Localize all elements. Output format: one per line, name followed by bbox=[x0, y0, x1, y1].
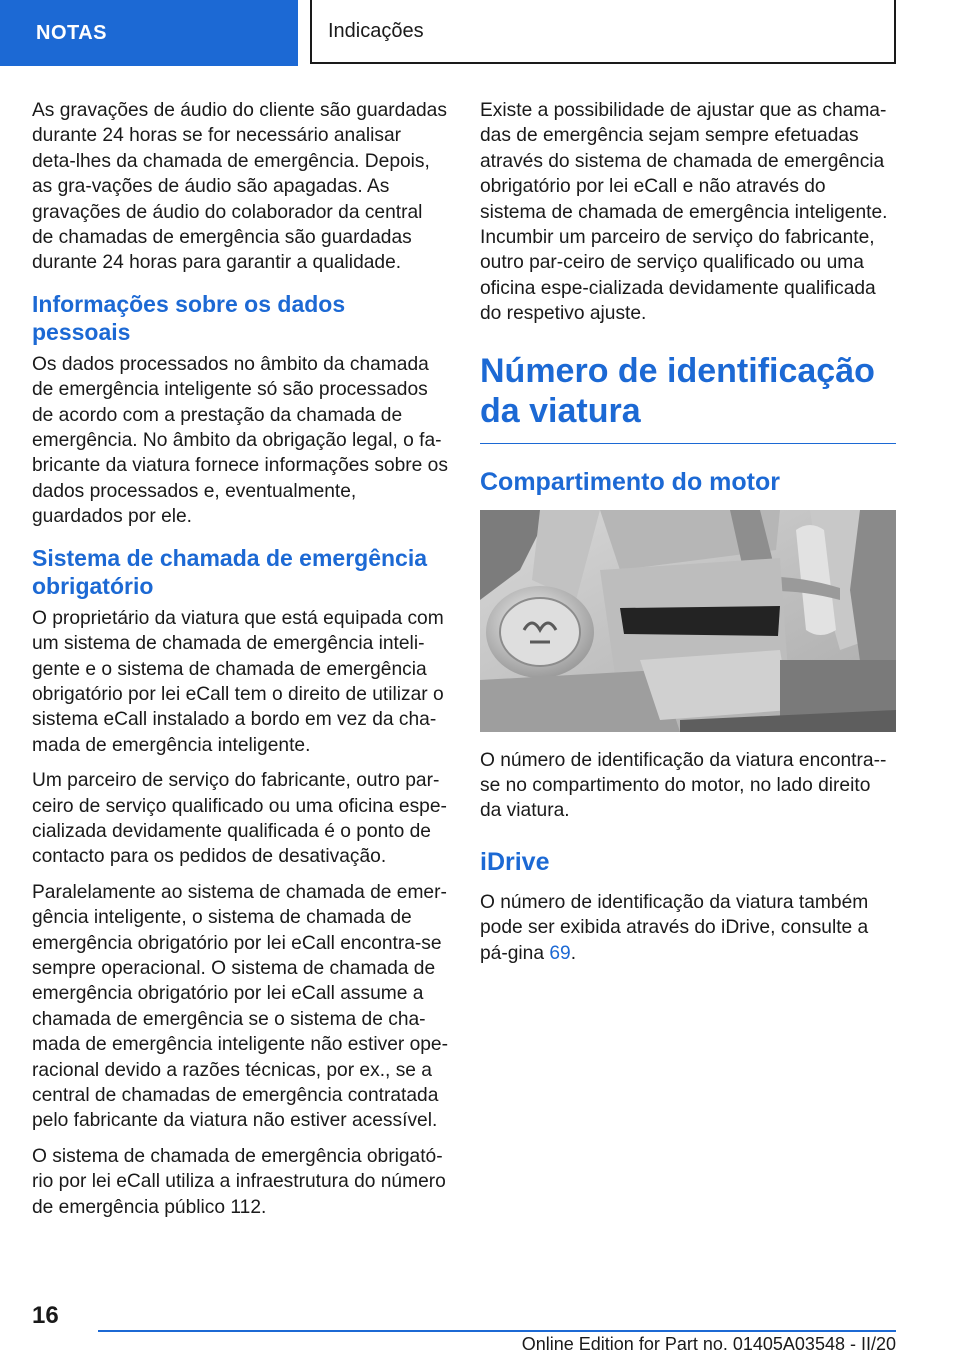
subsection-label: Indicações bbox=[328, 19, 424, 42]
idrive-text: O número de identificação da viatura também pode ser exibida através do iDrive, consulte a pá-gina bbox=[480, 891, 869, 964]
paragraph-infrastructure: O sistema de chamada de emergência obrigató-rio por lei eCall utiliza a infraestrutura do número de emergência público 112. bbox=[32, 1145, 446, 1218]
paragraph-personal-data: Os dados processados no âmbito da chamada de emergência inteligente só são processados de acordo com a prestação da chamada de emergência. No âmbito da obrigação legal, o fa-bricante da viatura fornece informações sobre os dados processados e, eventualmente, guardados por ele. bbox=[32, 353, 448, 528]
page-number: 16 bbox=[32, 1302, 59, 1329]
heading-personal-data: Informações sobre os dados pessoais bbox=[32, 290, 346, 345]
section-tab[interactable] bbox=[0, 0, 298, 66]
paragraph-deactivation-contact: Um parceiro de serviço do fabricante, outro par-ceiro de serviço qualificado ou uma oficina espe-cializada devidamente qualificada é o ponto de contacto para os pedidos de desativação. bbox=[32, 770, 447, 868]
left-column bbox=[32, 98, 448, 1230]
heading-idrive: iDrive bbox=[480, 847, 550, 876]
page-reference-link[interactable]: 69 bbox=[549, 942, 571, 964]
heading-mandatory-ecall: Sistema de chamada de emergência obrigatório bbox=[32, 544, 428, 599]
right-column bbox=[480, 98, 896, 976]
section-tab-label: NOTAS bbox=[36, 21, 108, 44]
subsection-header bbox=[310, 0, 896, 64]
edition-note: Online Edition for Part no. 01405A03548 - II/20 bbox=[521, 1334, 896, 1354]
engine-compartment-image bbox=[480, 510, 896, 732]
paragraph-parallel-operation: Paralelamente ao sistema de chamada de emer-gência inteligente, o sistema de chamada de emergência obrigatório por lei eCall encontra-se sempre operacional. O sistema de chamada de emergência obrigatório por lei eCall assume a chamada de emergência se o sistema de cha-mada de emergência inteligente não estiver ope-racional devido a razões técnicas, por ex., se a central de chamadas de emergência contratada pelo fabricante da viatura não estiver acessível. bbox=[32, 881, 448, 1132]
paragraph-idrive bbox=[480, 890, 896, 966]
idrive-text-end: . bbox=[570, 942, 577, 964]
paragraph-ecall-setting: Existe a possibilidade de ajustar que as chama-das de emergência sejam sempre efetuadas através do sistema de chamada de emergência obrigatório por lei eCall e não através do sistema de chamada de emergência inteligente. Incumbir um parceiro de serviço do fabricante, outro par-ceiro de serviço qualificado ou uma oficina espe-cializada devidamente qualificada do respetivo ajuste. bbox=[480, 100, 888, 325]
paragraph-owner-rights: O proprietário da viatura que está equipada com um sistema de chamada de emergência inteli-gente e o sistema de chamada de emergência obrigatório por lei eCall tem o direito de utilizar o sistema eCall instalado a bordo em vez da cha-mada de emergência inteligente. bbox=[32, 607, 444, 756]
heading-engine-compartment: Compartimento do motor bbox=[480, 467, 780, 496]
paragraph-vin-location: O número de identificação da viatura encontra--se no compartimento do motor, no lado direito da viatura. bbox=[480, 749, 887, 822]
paragraph-audio-recordings: As gravações de áudio do cliente são guardadas durante 24 horas se for necessário analisar deta-lhes da chamada de emergência. Depois, as gra-vações de áudio são apagadas. As gravações de áudio do colaborador da central de chamadas de emergência são guardadas durante 24 horas para garantir a qualidade. bbox=[32, 100, 447, 274]
heading-vin: Número de identificação da viatura bbox=[480, 351, 896, 444]
